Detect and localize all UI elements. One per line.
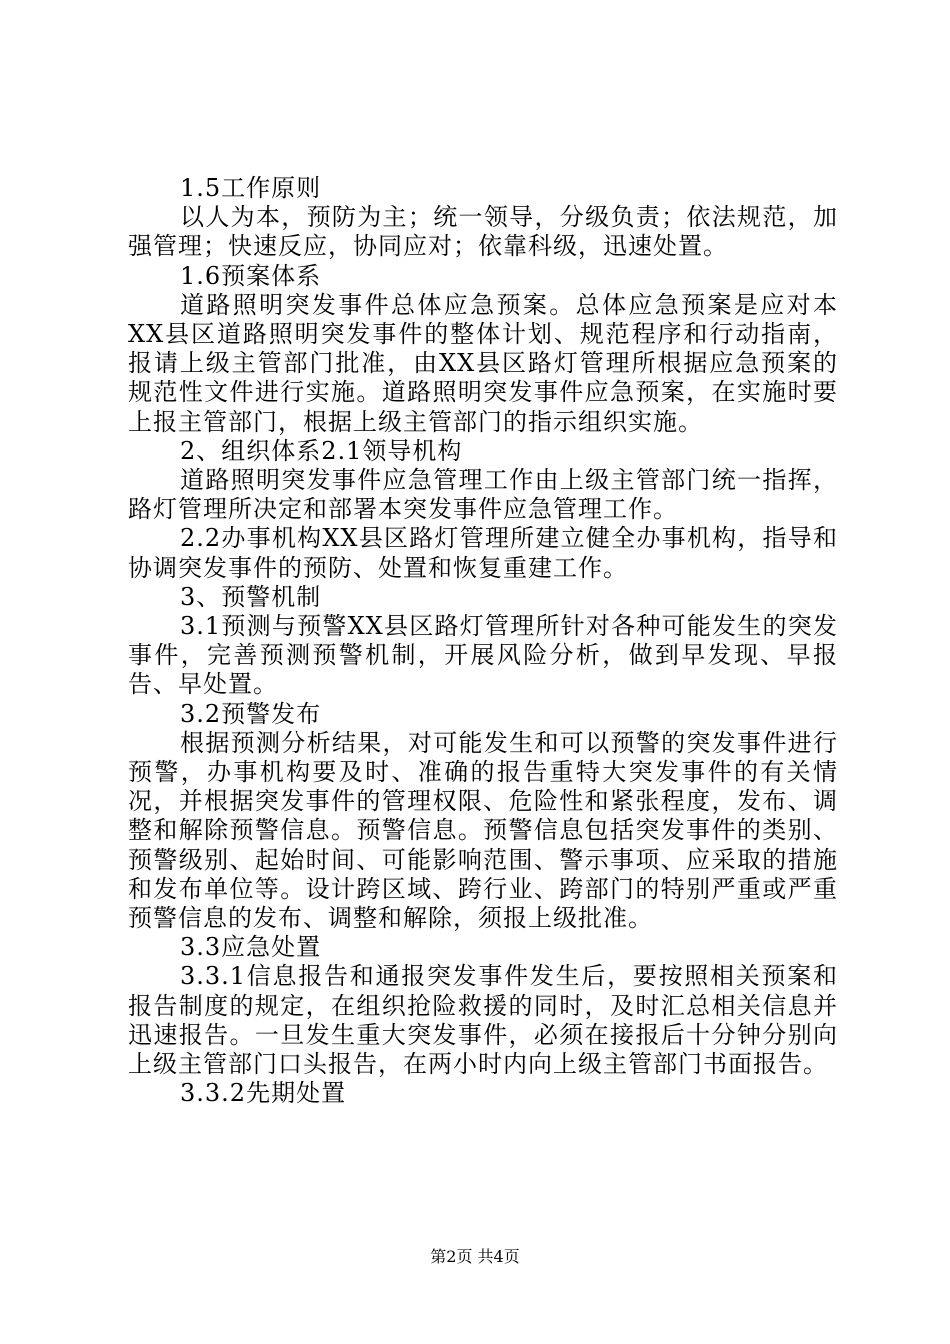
section-heading-2: 2、组织体系2.1领导机构: [180, 436, 463, 465]
paragraph-principles: 以人为本，预防为主；统一领导，分级负责；依法规范，加强管理；快速反应，协同应对；依靠科级，迅速处置。: [128, 203, 838, 261]
document-body: [128, 174, 838, 1109]
paragraph-forecast: 3.1预测与预警XX县区路灯管理所针对各种可能发生的突发事件，完善预测预警机制，开展风险分析，做到早发现、早报告、早处置。: [128, 612, 838, 699]
section-heading-3-2: 3.2预警发布: [180, 699, 322, 728]
paragraph-info-report: 3.3.1信息报告和通报突发事件发生后，要按照相关预案和报告制度的规定，在组织抢险救援的同时，及时汇总相关信息并迅速报告。一旦发生重大突发事件，必须在接报后十分钟分别向上级主管部门口头报告，在两小时内向上级主管部门书面报告。: [128, 962, 838, 1079]
paragraph-plan-system: 道路照明突发事件总体应急预案。总体应急预案是应对本XX县区道路照明突发事件的整体计划、规范程序和行动指南，报请上级主管部门批准，由XX县区路灯管理所根据应急预案的规范性文件进行实施。道路照明突发事件应急预案，在实施时要上报主管部门，根据上级主管部门的指示组织实施。: [128, 290, 838, 436]
section-heading-3-3: 3.3应急处置: [180, 933, 322, 962]
paragraph-leadership: 道路照明突发事件应急管理工作由上级主管部门统一指挥，路灯管理所决定和部署本突发事件应急管理工作。: [128, 466, 838, 524]
section-heading-1-6: 1.6预案体系: [180, 261, 322, 290]
section-heading-1-5: 1.5工作原则: [180, 174, 322, 202]
page-footer: 第2页 共4页: [430, 1247, 520, 1266]
section-heading-3-3-2: 3.3.2先期处置: [180, 1079, 347, 1108]
paragraph-office: 2.2办事机构XX县区路灯管理所建立健全办事机构，指导和协调突发事件的预防、处置和恢复重建工作。: [128, 524, 838, 582]
paragraph-warning-release: 根据预测分析结果，对可能发生和可以预警的突发事件进行预警，办事机构要及时、准确的报告重特大突发事件的有关情况，并根据突发事件的管理权限、危险性和紧张程度，发布、调整和解除预警信息。预警信息。预警信息包括突发事件的类别、预警级别、起始时间、可能影响范围、警示事项、应采取的措施和发布单位等。设计跨区域、跨行业、跨部门的特别严重或严重预警信息的发布、调整和解除，须报上级批准。: [128, 728, 838, 933]
section-heading-3: 3、预警机制: [180, 582, 322, 611]
